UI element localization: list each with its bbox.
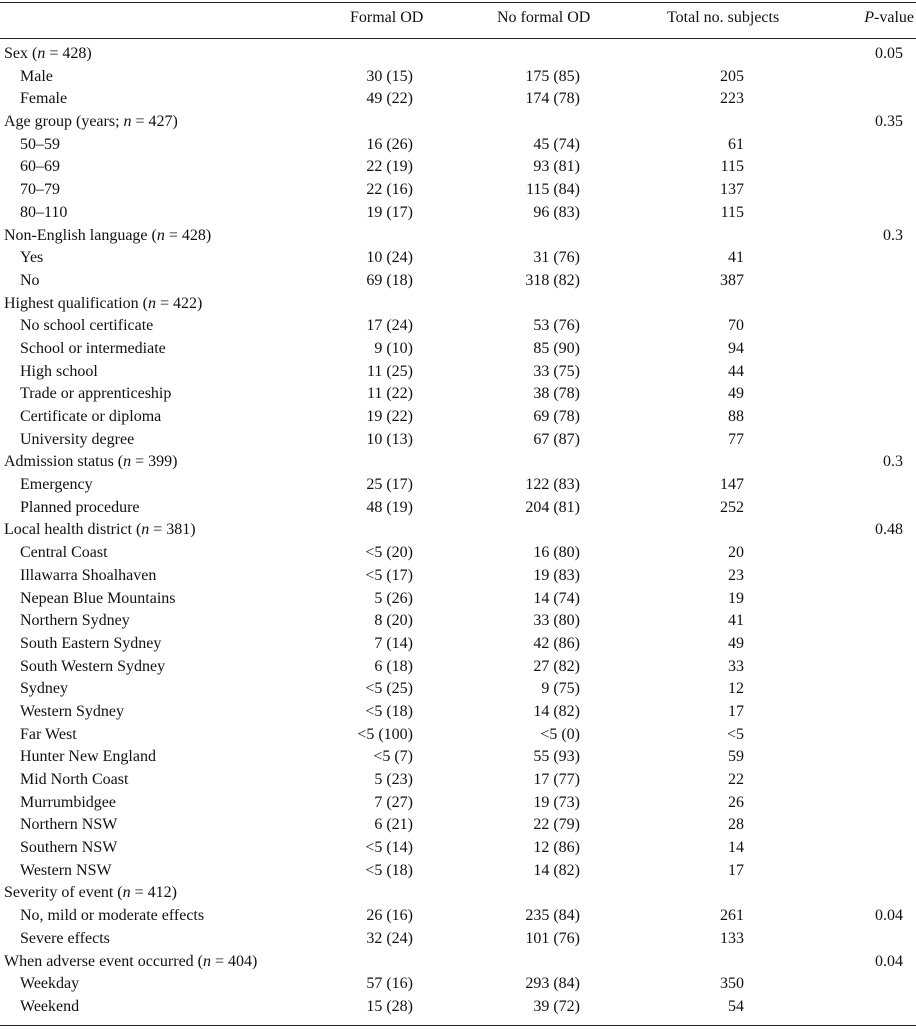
- formal-od-cell: 57 (16): [366, 975, 413, 993]
- total-subjects-cell: 147: [720, 476, 744, 494]
- table-row: [0, 814, 916, 837]
- no-formal-od-cell: 93 (81): [533, 158, 580, 176]
- formal-od-cell: 11 (25): [366, 362, 413, 380]
- row-label: No, mild or moderate effects: [20, 907, 205, 925]
- total-subjects-cell: 28: [728, 816, 744, 834]
- formal-od-cell: <5 (100): [357, 725, 413, 743]
- formal-od-cell: 11 (22): [366, 385, 413, 403]
- table-row: [0, 905, 916, 928]
- table-row: [0, 928, 916, 951]
- table-row: [0, 247, 916, 270]
- formal-od-cell: 7 (27): [374, 793, 413, 811]
- total-subjects-cell: 115: [720, 158, 744, 176]
- no-formal-od-cell: 45 (74): [533, 135, 580, 153]
- row-label: University degree: [20, 430, 135, 448]
- row-label: Murrumbidgee: [20, 793, 116, 811]
- total-subjects-cell: 70: [728, 317, 744, 335]
- header-no-formal-od: No formal OD: [497, 9, 591, 26]
- total-subjects-cell: 88: [728, 408, 744, 425]
- row-label: 70–79: [20, 181, 60, 199]
- row-label: Illawarra Shoalhaven: [20, 566, 157, 584]
- formal-od-cell: 49 (22): [366, 90, 413, 108]
- table-row: [0, 792, 916, 815]
- group-header-row: [0, 43, 916, 66]
- total-subjects-cell: <5: [726, 725, 744, 743]
- formal-od-cell: 30 (15): [366, 67, 413, 85]
- total-subjects-cell: 115: [720, 203, 744, 221]
- header-formal-od: Formal OD: [350, 9, 424, 26]
- no-formal-od-cell: 16 (80): [533, 544, 580, 562]
- header-p-italic: P: [864, 9, 875, 26]
- no-formal-od-cell: 174 (78): [525, 90, 580, 108]
- table-row: [0, 860, 916, 883]
- row-label: Western NSW: [20, 861, 112, 879]
- no-formal-od-cell: 293 (84): [525, 975, 580, 993]
- row-label: Emergency: [20, 476, 93, 494]
- table-row: [0, 497, 916, 520]
- header-total-subjects: Total no. subjects: [667, 9, 780, 26]
- row-label: Non-English language (n = 428): [4, 226, 212, 244]
- row-label: School or intermediate: [20, 339, 166, 357]
- no-formal-od-cell: 101 (76): [525, 929, 580, 947]
- table-row: [0, 383, 916, 406]
- no-formal-od-cell: 17 (77): [533, 771, 580, 788]
- total-subjects-cell: 261: [720, 907, 744, 925]
- no-formal-od-cell: 115 (84): [525, 181, 580, 199]
- formal-od-cell: 15 (28): [366, 997, 413, 1015]
- row-label: Nepean Blue Mountains: [20, 589, 176, 607]
- formal-od-cell: 8 (20): [374, 612, 413, 630]
- row-label: Severity of event (n = 412): [4, 884, 177, 902]
- group-header-row: [0, 225, 916, 248]
- table-row: [0, 315, 916, 338]
- no-formal-od-cell: 14 (82): [533, 702, 580, 720]
- total-subjects-cell: 350: [720, 975, 744, 993]
- row-label: Severe effects: [20, 929, 110, 947]
- group-header-row: [0, 519, 916, 542]
- row-label: Weekday: [20, 975, 80, 993]
- row-label: Central Coast: [20, 544, 108, 562]
- total-subjects-cell: 94: [728, 339, 744, 357]
- total-subjects-cell: 54: [728, 997, 744, 1015]
- formal-od-cell: 5 (26): [374, 589, 413, 607]
- total-subjects-cell: 252: [720, 498, 744, 516]
- row-label: Female: [20, 90, 68, 108]
- row-label: Planned procedure: [20, 498, 140, 516]
- formal-od-cell: 7 (14): [374, 634, 413, 652]
- no-formal-od-cell: 85 (90): [533, 339, 580, 357]
- no-formal-od-cell: 122 (83): [525, 476, 580, 494]
- table-row: [0, 678, 916, 701]
- table-row: [0, 156, 916, 179]
- table-row: [0, 474, 916, 497]
- p-value-cell: 0.04: [875, 952, 903, 970]
- table-row: [0, 973, 916, 996]
- total-subjects-cell: 49: [728, 634, 744, 652]
- total-subjects-cell: 19: [728, 589, 744, 607]
- row-label: Mid North Coast: [20, 771, 129, 788]
- table-row: [0, 701, 916, 724]
- formal-od-cell: 19 (22): [366, 408, 413, 425]
- formal-od-cell: 26 (16): [366, 907, 413, 925]
- table-row: [0, 996, 916, 1019]
- no-formal-od-cell: 9 (75): [541, 680, 580, 698]
- row-label: Southern NSW: [20, 839, 118, 857]
- no-formal-od-cell: 27 (82): [533, 657, 580, 675]
- table-row: [0, 724, 916, 747]
- group-header-row: [0, 451, 916, 474]
- p-value-cell: 0.35: [875, 113, 903, 131]
- group-header-row: [0, 882, 916, 905]
- no-formal-od-cell: 14 (74): [533, 589, 580, 607]
- table-row: [0, 633, 916, 656]
- total-subjects-cell: 387: [720, 271, 744, 289]
- no-formal-od-cell: 33 (80): [533, 612, 580, 630]
- no-formal-od-cell: 31 (76): [533, 249, 580, 267]
- header-p-rest: -value: [874, 9, 914, 26]
- total-subjects-cell: 137: [720, 181, 744, 199]
- p-value-cell: 0.04: [875, 907, 903, 925]
- table-body: [0, 43, 916, 1019]
- formal-od-cell: <5 (25): [365, 680, 413, 698]
- formal-od-cell: 10 (24): [366, 249, 413, 267]
- total-subjects-cell: 20: [728, 544, 744, 562]
- p-value-cell: 0.48: [875, 521, 903, 539]
- total-subjects-cell: 41: [728, 249, 744, 267]
- p-value-cell: 0.3: [883, 226, 903, 244]
- row-label: Admission status (n = 399): [4, 453, 178, 471]
- formal-od-cell: <5 (17): [365, 566, 413, 584]
- row-label: Trade or apprenticeship: [20, 385, 172, 403]
- table-row: [0, 746, 916, 769]
- row-label: Sydney: [20, 680, 68, 698]
- total-subjects-cell: 17: [728, 702, 744, 720]
- table-row: [0, 837, 916, 860]
- total-subjects-cell: 61: [728, 135, 744, 153]
- no-formal-od-cell: 14 (82): [533, 861, 580, 879]
- row-label: Local health district (n = 381): [4, 521, 196, 539]
- table-row: [0, 338, 916, 361]
- table-row: [0, 406, 916, 429]
- formal-od-cell: 10 (13): [366, 430, 413, 448]
- table-row: [0, 656, 916, 679]
- total-subjects-cell: 26: [728, 793, 744, 811]
- table-row: [0, 134, 916, 157]
- no-formal-od-cell: 69 (78): [533, 408, 580, 425]
- row-label: Male: [20, 67, 53, 85]
- no-formal-od-cell: 96 (83): [533, 203, 580, 221]
- total-subjects-cell: 14: [728, 839, 744, 857]
- formal-od-cell: 9 (10): [374, 339, 413, 357]
- formal-od-cell: 22 (19): [366, 158, 413, 176]
- table-row: [0, 361, 916, 384]
- no-formal-od-cell: 19 (83): [533, 566, 580, 584]
- no-formal-od-cell: 12 (86): [533, 839, 580, 857]
- formal-od-cell: 17 (24): [366, 317, 413, 335]
- total-subjects-cell: 77: [728, 430, 744, 448]
- row-label: When adverse event occurred (n = 404): [4, 952, 258, 970]
- formal-od-cell: 48 (19): [366, 498, 413, 516]
- formal-od-cell: 19 (17): [366, 203, 413, 221]
- formal-od-cell: <5 (20): [365, 544, 413, 562]
- table-header: [0, 9, 916, 31]
- row-label: No school certificate: [20, 317, 154, 335]
- table-row: [0, 88, 916, 111]
- formal-od-cell: 25 (17): [366, 476, 413, 494]
- no-formal-od-cell: 42 (86): [533, 634, 580, 652]
- no-formal-od-cell: 22 (79): [533, 816, 580, 834]
- table-row: [0, 542, 916, 565]
- formal-od-cell: <5 (18): [365, 702, 413, 720]
- no-formal-od-cell: 67 (87): [533, 430, 580, 448]
- group-header-row: [0, 293, 916, 316]
- no-formal-od-cell: 33 (75): [533, 362, 580, 380]
- total-subjects-cell: 23: [728, 566, 744, 584]
- formal-od-cell: <5 (18): [365, 861, 413, 879]
- formal-od-cell: 6 (21): [374, 816, 413, 834]
- total-subjects-cell: 49: [728, 385, 744, 403]
- table-row: [0, 610, 916, 633]
- total-subjects-cell: 22: [728, 771, 744, 788]
- table-row: [0, 179, 916, 202]
- no-formal-od-cell: 39 (72): [533, 997, 580, 1015]
- table-bottom-rule: [0, 1025, 916, 1026]
- row-label: South Western Sydney: [20, 657, 166, 675]
- row-label: Northern NSW: [20, 816, 118, 834]
- row-label: 80–110: [20, 203, 68, 221]
- formal-od-cell: 69 (18): [366, 271, 413, 289]
- total-subjects-cell: 41: [728, 612, 744, 630]
- row-label: Western Sydney: [20, 702, 125, 720]
- total-subjects-cell: 17: [728, 861, 744, 879]
- table-row: [0, 66, 916, 89]
- no-formal-od-cell: 204 (81): [525, 498, 580, 516]
- header-p-value: [864, 9, 914, 27]
- formal-od-cell: 32 (24): [366, 929, 413, 947]
- table-header-rule: [0, 38, 916, 39]
- total-subjects-cell: 59: [728, 748, 744, 766]
- total-subjects-cell: 223: [720, 90, 744, 108]
- row-label: No: [20, 271, 40, 289]
- row-label: South Eastern Sydney: [20, 634, 162, 652]
- group-header-row: [0, 951, 916, 974]
- formal-od-cell: <5 (7): [373, 748, 413, 766]
- no-formal-od-cell: 175 (85): [525, 67, 580, 85]
- row-label: Weekend: [20, 997, 80, 1015]
- table-row: [0, 202, 916, 225]
- table-row: [0, 588, 916, 611]
- formal-od-cell: <5 (14): [365, 839, 413, 857]
- row-label: Yes: [20, 249, 44, 267]
- no-formal-od-cell: 235 (84): [525, 907, 580, 925]
- formal-od-cell: 16 (26): [366, 135, 413, 153]
- p-value-cell: 0.05: [875, 45, 903, 62]
- row-label: Sex (n = 428): [4, 45, 92, 62]
- row-label: 50–59: [20, 135, 60, 153]
- group-header-row: [0, 111, 916, 134]
- row-label: Age group (years; n = 427): [4, 113, 178, 131]
- total-subjects-cell: 12: [728, 680, 744, 698]
- table-row: [0, 429, 916, 452]
- p-value-cell: 0.3: [883, 453, 903, 471]
- row-label: Far West: [20, 725, 77, 743]
- no-formal-od-cell: 318 (82): [525, 271, 580, 289]
- row-label: Hunter New England: [20, 748, 156, 766]
- total-subjects-cell: 33: [728, 657, 744, 675]
- no-formal-od-cell: <5 (0): [540, 725, 580, 743]
- formal-od-cell: 5 (23): [374, 771, 413, 788]
- formal-od-cell: 22 (16): [366, 181, 413, 199]
- table-row: [0, 270, 916, 293]
- no-formal-od-cell: 53 (76): [533, 317, 580, 335]
- total-subjects-cell: 133: [720, 929, 744, 947]
- row-label: 60–69: [20, 158, 60, 176]
- total-subjects-cell: 44: [728, 362, 744, 380]
- row-label: High school: [20, 362, 98, 380]
- row-label: Northern Sydney: [20, 612, 130, 630]
- total-subjects-cell: 205: [720, 67, 744, 85]
- table-row: [0, 565, 916, 588]
- table-top-rule: [0, 2, 916, 3]
- table-row: [0, 769, 916, 792]
- formal-od-cell: 6 (18): [374, 657, 413, 675]
- row-label: Certificate or diploma: [20, 408, 162, 425]
- row-label: Highest qualification (n = 422): [4, 294, 203, 312]
- no-formal-od-cell: 55 (93): [533, 748, 580, 766]
- no-formal-od-cell: 19 (73): [533, 793, 580, 811]
- no-formal-od-cell: 38 (78): [533, 385, 580, 403]
